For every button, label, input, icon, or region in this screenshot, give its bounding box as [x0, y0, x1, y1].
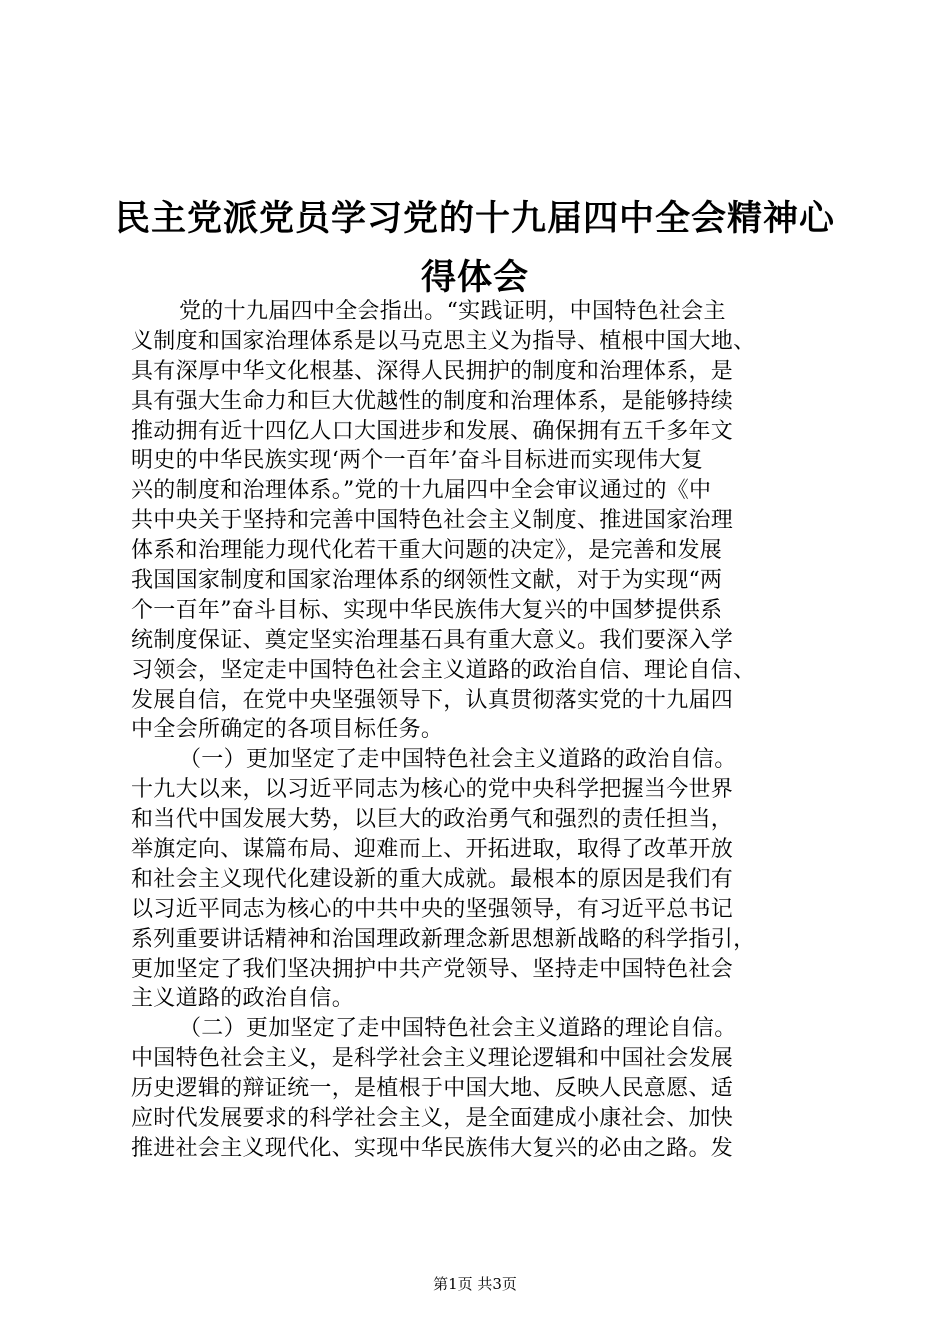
body-line: 明史的中华民族实现‘两个一百年’奋斗目标进而实现伟大复: [131, 448, 704, 474]
body-line: 我国国家制度和国家治理体系的纲领性文献，对于为实现“两: [131, 568, 723, 594]
body-line: 历史逻辑的辩证统一，是植根于中国大地、反映人民意愿、适: [131, 1076, 734, 1102]
body-line: 具有强大生命力和巨大优越性的制度和治理体系，是能够持续: [131, 388, 734, 414]
body-line: 和社会主义现代化建设新的重大成就。最根本的原因是我们有: [131, 866, 734, 892]
page-footer: 第1页 共3页: [433, 1275, 517, 1293]
body-line: 推动拥有近十四亿人口大国进步和发展、确保拥有五千多年文: [131, 418, 734, 444]
body-line: 更加坚定了我们坚决拥护中共产党领导、坚持走中国特色社会: [131, 956, 734, 982]
body-line: 系列重要讲话精神和治国理政新理念新思想新战略的科学指引，: [131, 926, 756, 952]
body-line: 兴的制度和治理体系。”党的十九届四中全会审议通过的《中: [131, 478, 712, 504]
body-line: 中全会所确定的各项目标任务。: [131, 717, 444, 743]
body-line: 发展自信，在党中央坚强领导下，认真贯彻落实党的十九届四: [131, 687, 734, 713]
body-line: 举旗定向、谋篇布局、迎难而上、开拓进取，取得了改革开放: [131, 837, 734, 863]
body-line: 统制度保证、奠定坚实治理基石具有重大意义。我们要深入学: [131, 627, 734, 653]
section-heading-2: （二）更加坚定了走中国特色社会主义道路的理论自信。: [179, 1016, 737, 1042]
body-line: 以习近平同志为核心的中共中央的坚强领导，有习近平总书记: [131, 896, 734, 922]
body-line: 习领会，坚定走中国特色社会主义道路的政治自信、理论自信、: [131, 657, 756, 683]
body-line: 体系和治理能力现代化若干重大问题的决定》，是完善和发展: [131, 538, 723, 564]
document-title-line-1: 民主党派党员学习党的十九届四中全会精神心: [114, 199, 835, 239]
body-line: 党的十九届四中全会指出。“实践证明，中国特色社会主: [179, 299, 726, 324]
body-line: 中国特色社会主义，是科学社会主义理论逻辑和中国社会发展: [131, 1046, 734, 1072]
body-line: 和当代中国发展大势，以巨大的政治勇气和强烈的责任担当，: [131, 807, 734, 833]
document-body: [131, 297, 831, 1164]
document-title-line-2: 得体会: [420, 258, 529, 298]
body-line: 主义道路的政治自信。: [131, 986, 355, 1012]
section-heading-1: （一）更加坚定了走中国特色社会主义道路的政治自信。: [179, 747, 737, 773]
body-line: 具有深厚中华文化根基、深得人民拥护的制度和治理体系，是: [131, 358, 734, 384]
body-line: 义制度和国家治理体系是以马克思主义为指导、植根中国大地、: [131, 328, 756, 354]
body-line: 共中央关于坚持和完善中国特色社会主义制度、推进国家治理: [131, 508, 734, 534]
body-line: 十九大以来，以习近平同志为核心的党中央科学把握当今世界: [131, 777, 734, 803]
body-line: 应时代发展要求的科学社会主义，是全面建成小康社会、加快: [131, 1106, 734, 1132]
body-line: 个一百年”奋斗目标、实现中华民族伟大复兴的中国梦提供系: [131, 597, 723, 623]
body-line: 推进社会主义现代化、实现中华民族伟大复兴的必由之路。发: [131, 1135, 734, 1161]
